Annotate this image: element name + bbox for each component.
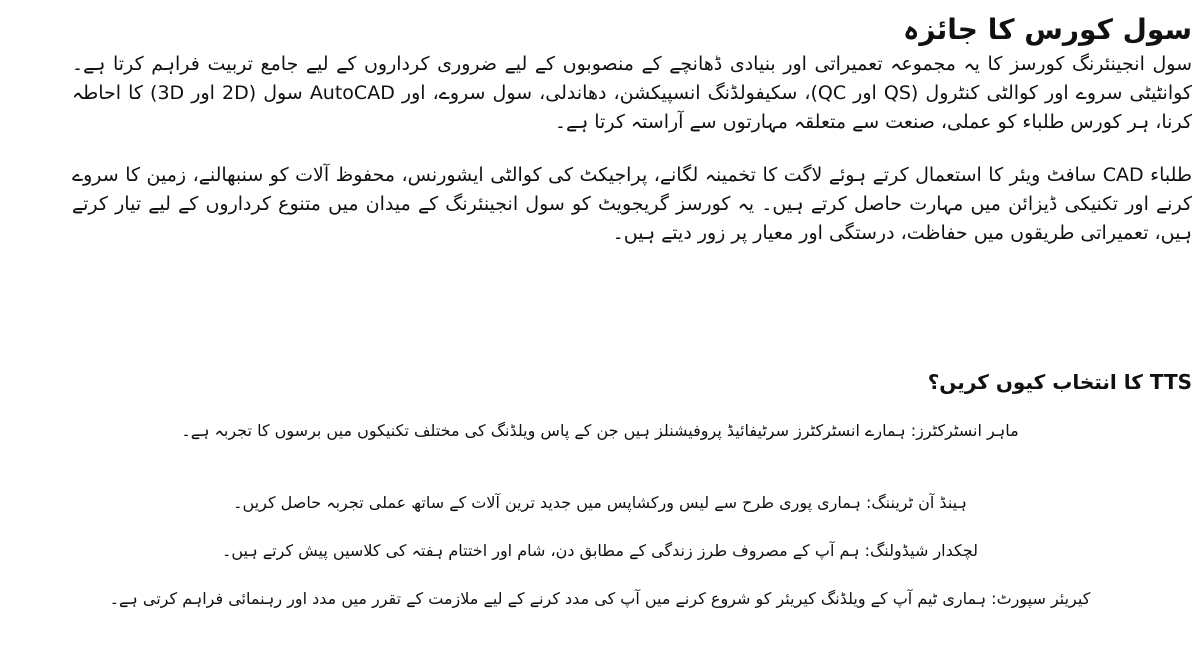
course-overview-section <box>72 10 1192 248</box>
benefit-expert-instructors: ماہر انسٹرکٹرز: ہمارے انسٹرکٹرز سرٹیفائیڈ پروفیشنلز ہیں جن کے پاس ویلڈنگ کی مختلف تکنیکوں میں برسوں کا تجربہ ہے۔ <box>181 421 1019 440</box>
benefit-career-support: کیریئر سپورٹ: ہماری ٹیم آپ کے ویلڈنگ کیریئر کو شروع کرنے میں آپ کی مدد کرنے کے لیے ملازمت کے تقرر میں مدد اور رہنمائی فراہم کرتی ہے۔ <box>109 589 1091 608</box>
benefit-flexible-scheduling: لچکدار شیڈولنگ: ہم آپ کے مصروف طرز زندگی کے مطابق دن، شام اور اختتام ہفتہ کی کلاسیں پیش کرتے ہیں۔ <box>221 541 979 560</box>
why-choose-heading: TTS کا انتخاب کیوں کریں؟ <box>927 370 1192 394</box>
overview-heading: سول کورس کا جائزہ <box>902 13 1192 46</box>
overview-paragraph-1: سول انجینئرنگ کورسز کا یہ مجموعہ تعمیراتی اور بنیادی ڈھانچے کے منصوبوں کے لیے ضروری کرداروں کے لیے جامع تربیت فراہم کرتا ہے۔ کوانٹیٹی سروے اور کوالٹی کنٹرول (QS اور QC)، سکیفولڈنگ انسپیکشن، دھاندلی، سول سروے، اور AutoCAD سول (2D اور 3D) کا احاطہ کرنا، ہر کورس طلباء کو عملی، صنعت سے متعلقہ مہارتوں سے آراستہ کرتا ہے۔ <box>72 53 1192 133</box>
benefit-hands-on-training: ہینڈ آن ٹریننگ: ہماری پوری طرح سے لیس ورکشاپس میں جدید ترین آلات کے ساتھ عملی تجربہ حاصل کریں۔ <box>233 493 967 512</box>
overview-paragraph-2: طلباء CAD سافٹ ویئر کا استعمال کرتے ہوئے لاگت کا تخمینہ لگانے، پراجیکٹ کی کوالٹی ایشورنس، محفوظ آلات کو سنبھالنے، زمین کا سروے کرنے اور تکنیکی ڈیزائن میں مہارت حاصل کرتے ہیں۔ یہ کورسز گریجویٹ کو سول انجینئرنگ کے میدان میں متنوع کرداروں کے لیے تیار کرتے ہیں، تعمیراتی طریقوں میں حفاظت، درستگی اور معیار پر زور دیتے ہیں۔ <box>72 164 1192 244</box>
why-choose-section <box>8 366 1192 608</box>
